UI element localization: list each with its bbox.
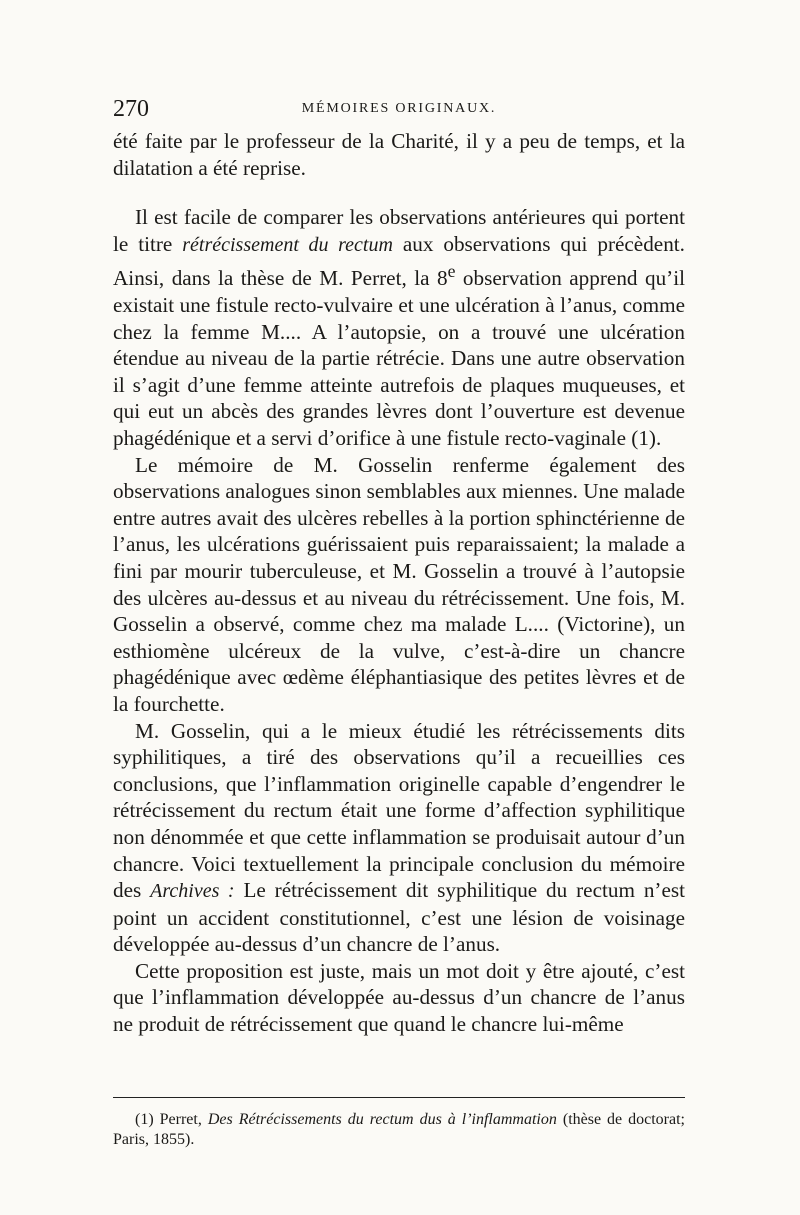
footnote-text: (thèse de doctorat; Paris, 1855). [113, 1111, 685, 1148]
footnote-text: (1) Perret, [135, 1111, 208, 1128]
footnote-italic-title: Des Rétrécissements du rectum dus à l’inflammation [207, 1111, 557, 1128]
paragraph-text: été faite par le professeur de la Charité, il y a peu de temps, et la dilatation a été reprise. [113, 129, 685, 180]
paragraph-text: Il est facile de comparer les observations antérieures qui portent le titre [113, 205, 685, 256]
paragraph-gosselin-memoire [113, 452, 685, 718]
paragraph-text: Le rétrécissement dit syphilitique du rectum n’est point un accident constitutionnel, c’est une lésion de voisinage développée au-dessus d’un chancre de l’anus. [113, 878, 685, 957]
paragraph-text: Le mémoire de M. Gosselin renferme également des observations analogues sinon semblables aux miennes. Une malade entre autres avait des ulcères rebelles à la portion sphinctérienne de l’anus, les ulcérations guérissaient puis reparaissaient; la malade a fini par mourir tuberculeuse, et M. Gosselin a trouvé à l’autopsie des ulcères au-dessus et au niveau du rétrécissement. Une fois, M. Gosselin a observé, comme chez ma malade L.... (Victorine), un esthiomène ulcéreux de la vulve, c’est-à-dire un chancre phagédénique avec œdème éléphantiasique des petites lèvres et de la fourchette. [113, 452, 685, 716]
paragraph-text: M. Gosselin, qui a le mieux étudié les rétrécissements dits syphilitiques, a tiré des observations qu’il a recueillies ces conclusions, que l’inflammation originelle capable d’engendrer le rétrécissement du rectum était une forme d’affection syphilitique non dénommée et que cette inflammation se produisait autour d’un chancre. Voici textuellement la principale conclusion du mémoire des [113, 718, 685, 903]
italic-title: rétrécissement du rectum [182, 233, 393, 256]
superscript: e [447, 261, 456, 282]
paragraph-text: Cette proposition est juste, mais un mot doit y être ajouté, c’est que l’inflammation développée au-dessus d’un chancre de l’anus ne produit de rétrécissement que quand le chancre lui-même [113, 958, 685, 1037]
body-text [113, 128, 685, 1038]
paragraph-gosselin-conclusions [113, 718, 685, 958]
page-number: 270 [113, 96, 149, 122]
italic-title: Archives : [150, 880, 235, 903]
paragraph-text: observation apprend qu’il existait une fistule recto-vulvaire et une ulcération à l’anus, comme chez la femme M.... A l’autopsie, on a trouvé une ulcération étendue au niveau de la partie rétrécie. Dans une autre observation il s’agit d’une femme atteinte autrefois de plaques muqueuses, et qui eut un abcès des grandes lèvres dont l’ouverture est devenue phagédénique et a servi d’orifice à une fistule recto-vaginale (1). [113, 266, 685, 450]
paragraph-perret [113, 204, 685, 451]
footnote-rule [113, 1097, 685, 1098]
page-header [113, 93, 685, 125]
running-title: MÉMOIRES ORIGINAUX. [301, 101, 497, 116]
paragraph-text: aux observations qui précèdent. Ainsi, dans la thèse de M. Perret, la 8 [113, 231, 685, 291]
paragraph-proposition [113, 958, 685, 1038]
paragraph-continuation [113, 128, 685, 181]
footnote [113, 1110, 685, 1150]
